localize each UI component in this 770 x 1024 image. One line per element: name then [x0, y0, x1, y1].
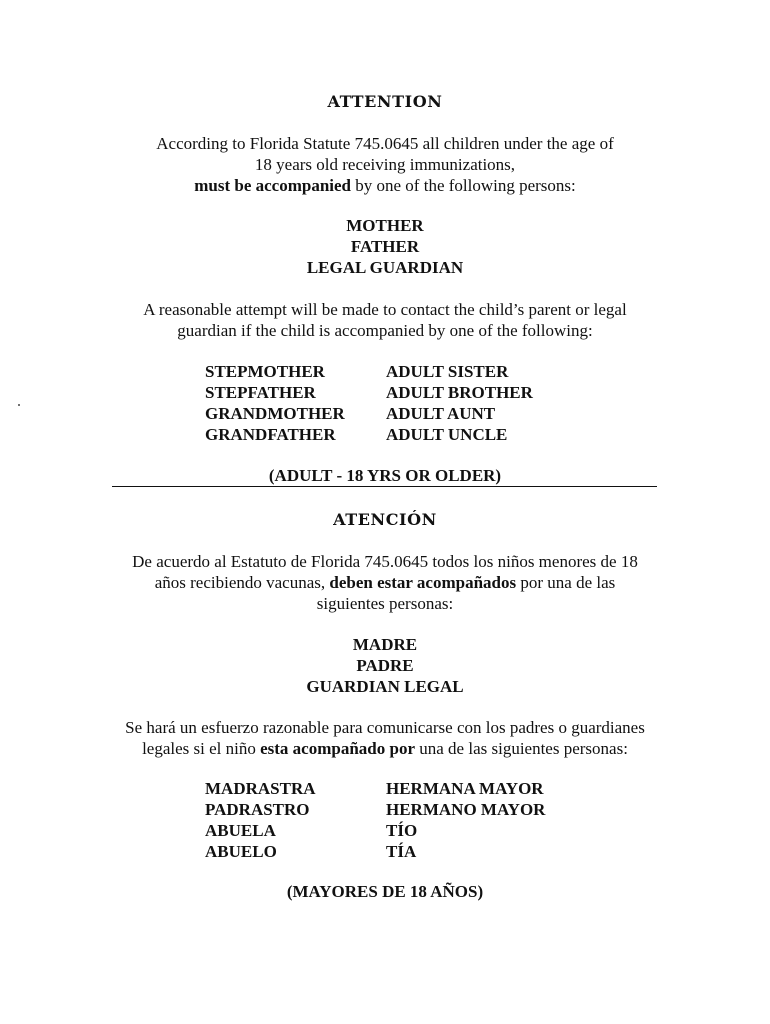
english-age-note: (ADULT - 18 YRS OR OLDER) — [268, 466, 502, 485]
spanish-intro-line1: De acuerdo al Estatuto de Florida 745.0645 todos los niños menores de 18 — [132, 552, 638, 571]
spanish-age-note: (MAYORES DE 18 AÑOS) — [286, 882, 484, 901]
list-item: GUARDIAN LEGAL — [306, 677, 464, 696]
english-relatives-right — [386, 361, 533, 445]
spanish-attempt-post: una de las siguientes personas: — [415, 739, 628, 758]
list-item: FATHER — [350, 237, 420, 256]
list-item: HERMANA MAYOR — [386, 779, 544, 798]
list-item: TÍO — [386, 821, 418, 840]
section-divider — [112, 486, 657, 487]
english-attempt — [60, 299, 710, 341]
spanish-attempt-line1: Se hará un esfuerzo razonable para comunicarse con los padres o guardianes — [125, 718, 645, 737]
spanish-intro-pre: años recibiendo vacunas, — [154, 573, 330, 592]
list-item: MADRE — [352, 635, 418, 654]
list-item: TÍA — [386, 842, 417, 861]
list-item: PADRASTRO — [205, 800, 310, 819]
english-intro-line3 — [60, 175, 710, 196]
english-intro-line1: According to Florida Statute 745.0645 all children under the age of — [156, 134, 614, 153]
list-item: ADULT AUNT — [386, 404, 496, 423]
list-item: GRANDMOTHER — [205, 404, 345, 423]
spanish-attempt — [30, 717, 740, 759]
spanish-attempt-bold: esta acompañado por — [260, 739, 415, 758]
spanish-relatives-right — [386, 778, 545, 862]
list-item: HERMANO MAYOR — [386, 800, 546, 819]
spanish-intro-line3: siguientes personas: — [316, 594, 454, 613]
spanish-title: ATENCIÓN — [333, 510, 437, 529]
list-item: ADULT SISTER — [386, 362, 509, 381]
english-intro-bold: must be accompanied — [194, 176, 352, 195]
list-item: MADRASTRA — [205, 779, 316, 798]
spanish-relatives-left — [205, 778, 316, 862]
list-item: ABUELA — [205, 821, 276, 840]
list-item: MOTHER — [346, 216, 424, 235]
english-intro — [60, 133, 710, 196]
list-item: STEPFATHER — [205, 383, 316, 402]
spanish-intro-line2 — [40, 572, 730, 593]
spanish-intro-post: por una de las — [516, 573, 616, 592]
english-intro-line2: 18 years old receiving immunizations, — [254, 155, 516, 174]
spanish-intro — [40, 551, 730, 614]
english-intro-rest: by one of the following persons: — [351, 176, 576, 195]
spanish-intro-bold: deben estar acompañados — [329, 573, 517, 592]
spanish-attempt-line2 — [30, 738, 740, 759]
spanish-primary-list — [0, 634, 770, 697]
english-attempt-line2: guardian if the child is accompanied by one of the following: — [177, 321, 593, 340]
english-title: ATTENTION — [327, 92, 443, 111]
english-primary-list — [0, 215, 770, 278]
list-item: STEPMOTHER — [205, 362, 325, 381]
list-item: PADRE — [356, 656, 414, 675]
list-item: ADULT BROTHER — [386, 383, 533, 402]
list-item: ABUELO — [205, 842, 277, 861]
list-item: ADULT UNCLE — [386, 425, 508, 444]
english-relatives-left — [205, 361, 345, 445]
list-item: GRANDFATHER — [205, 425, 336, 444]
list-item: LEGAL GUARDIAN — [306, 258, 464, 277]
english-attempt-line1: A reasonable attempt will be made to contact the child’s parent or legal — [143, 300, 627, 319]
spanish-attempt-pre: legales si el niño — [142, 739, 261, 758]
scan-speck — [18, 404, 20, 406]
